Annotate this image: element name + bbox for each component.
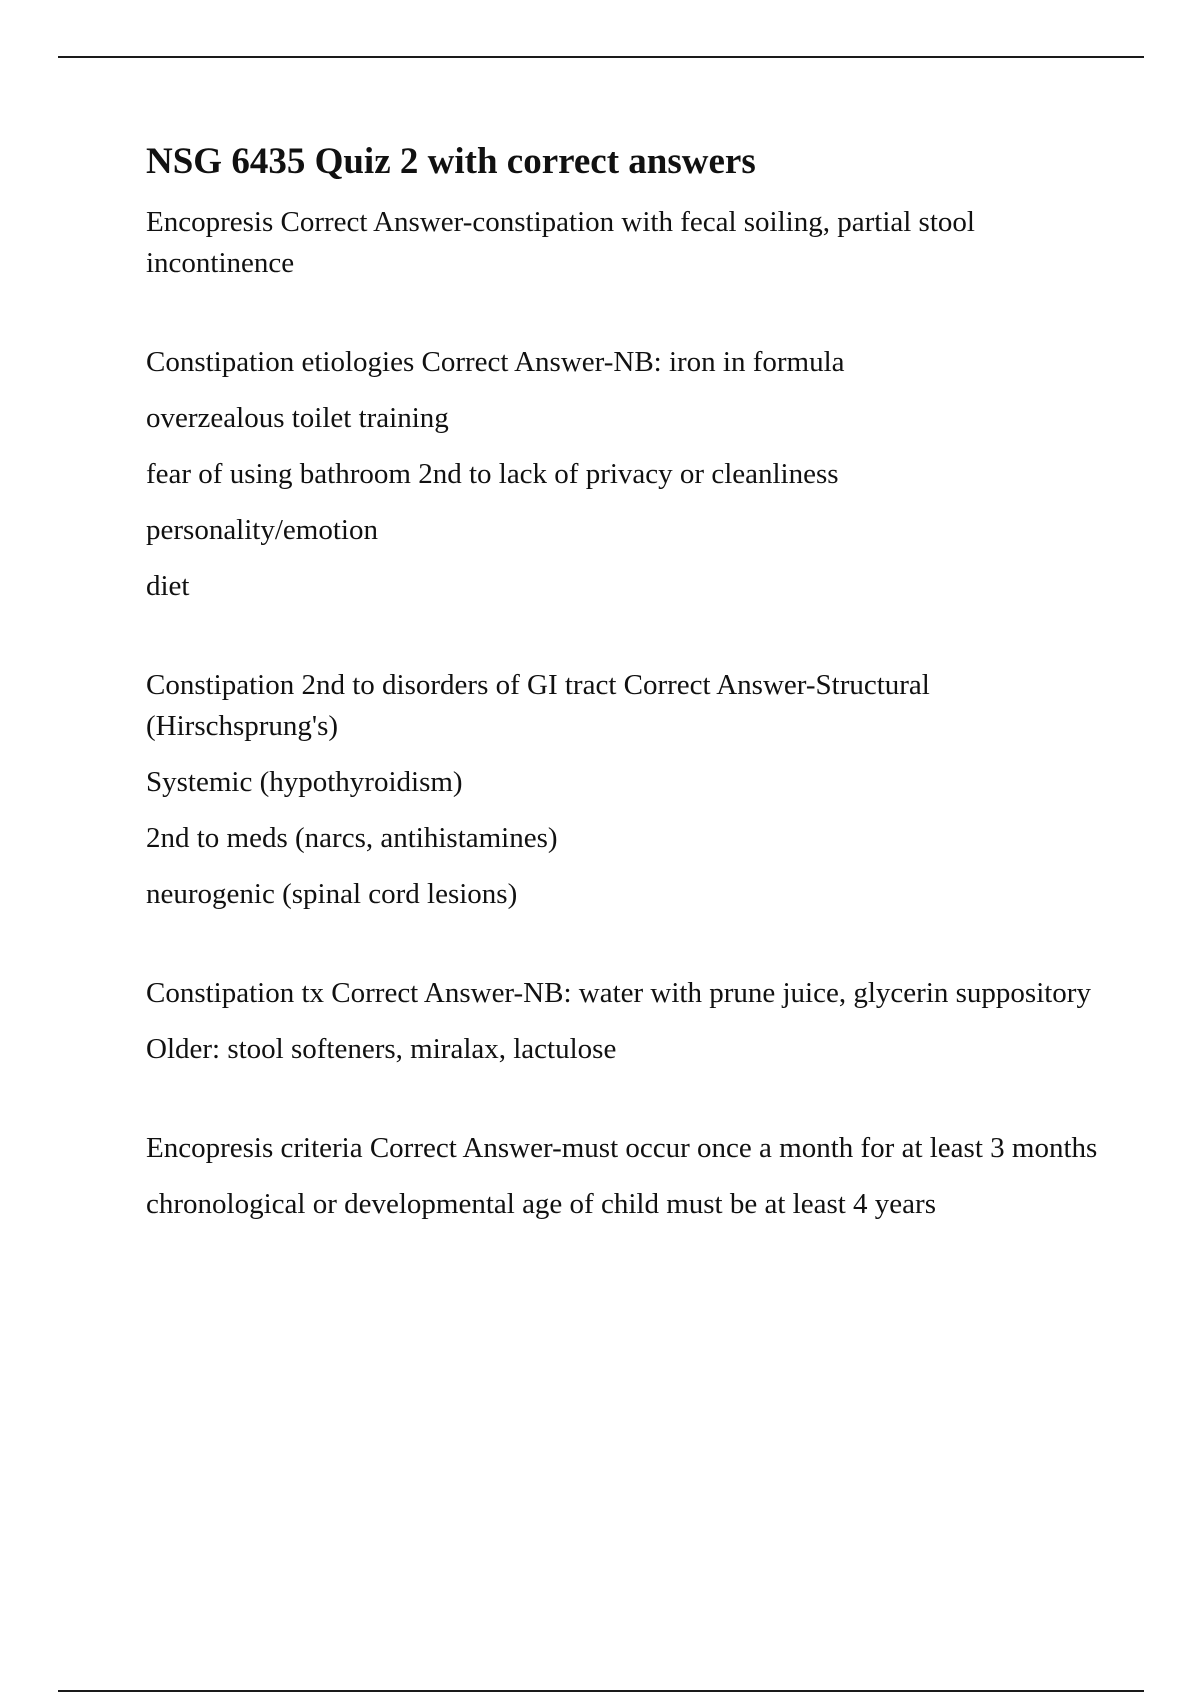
qa-item-constipation-tx [146, 973, 1106, 1070]
qa-line: Systemic (hypothyroidism) [146, 766, 463, 799]
qa-line: overzealous toilet training [146, 402, 449, 435]
qa-line: 2nd to meds (narcs, antihistamines) [146, 822, 558, 855]
qa-line: chronological or developmental age of child must be at least 4 years [146, 1188, 936, 1221]
bottom-divider [58, 1690, 1144, 1692]
qa-line: Older: stool softeners, miralax, lactulose [146, 1033, 617, 1066]
document-title: NSG 6435 Quiz 2 with correct answers [146, 141, 756, 182]
qa-line: Encopresis Correct Answer-constipation with fecal soiling, partial stool incontinence [146, 206, 975, 280]
top-divider [58, 56, 1144, 58]
qa-item-encopresis-criteria [146, 1128, 1106, 1225]
qa-line: personality/emotion [146, 514, 378, 547]
qa-line: diet [146, 570, 190, 603]
document-body [146, 140, 1106, 1240]
qa-line: fear of using bathroom 2nd to lack of privacy or cleanliness [146, 458, 839, 491]
qa-line: Constipation 2nd to disorders of GI tract Correct Answer-Structural (Hirschsprung's) [146, 669, 930, 743]
qa-line: neurogenic (spinal cord lesions) [146, 878, 518, 911]
qa-line: Constipation tx Correct Answer-NB: water with prune juice, glycerin suppository [146, 977, 1091, 1010]
qa-line: Constipation etiologies Correct Answer-NB: iron in formula [146, 346, 845, 379]
qa-item-encopresis [146, 202, 1106, 284]
qa-item-gi-tract-disorders [146, 665, 1106, 915]
qa-item-constipation-etiologies [146, 342, 1106, 607]
qa-line: Encopresis criteria Correct Answer-must occur once a month for at least 3 months [146, 1132, 1098, 1165]
